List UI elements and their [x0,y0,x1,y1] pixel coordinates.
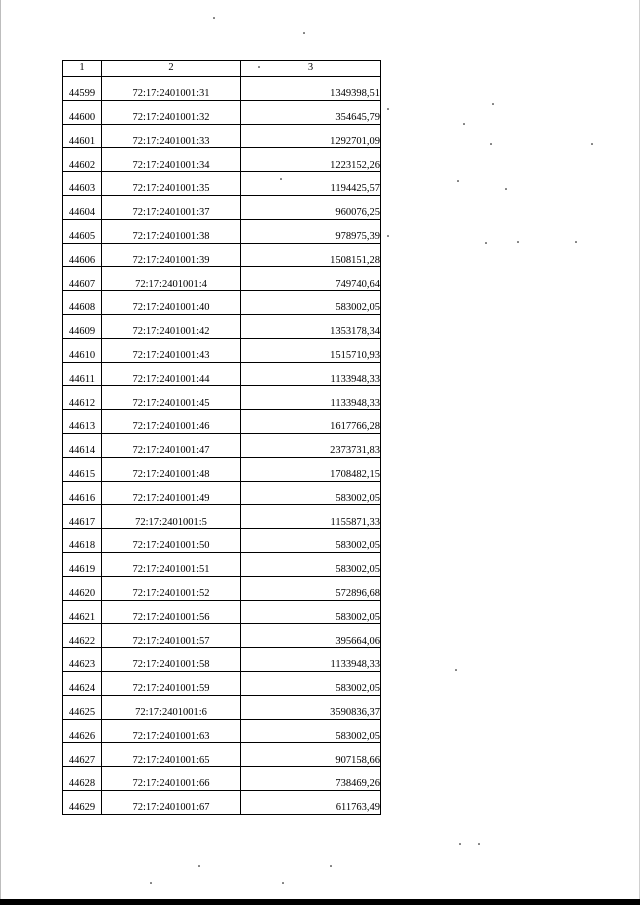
cadastral-number: 72:17:2401001:42 [102,314,241,338]
table-row [63,195,381,219]
cadastral-number: 72:17:2401001:34 [102,148,241,172]
column-header-2: 2 [102,61,241,77]
row-number: 44606 [63,243,102,267]
table-row [63,648,381,672]
scan-left-edge [0,0,1,905]
scan-speck [459,843,461,845]
cadastral-value: 1133948,33 [241,362,381,386]
cadastral-number: 72:17:2401001:40 [102,291,241,315]
cadastral-value: 960076,25 [241,195,381,219]
row-number: 44600 [63,100,102,124]
table-body [63,77,381,815]
cadastral-number: 72:17:2401001:49 [102,481,241,505]
cadastral-number: 72:17:2401001:32 [102,100,241,124]
scan-speck [457,180,459,182]
cadastral-number: 72:17:2401001:59 [102,671,241,695]
scan-bottom-edge [0,899,640,905]
row-number: 44623 [63,648,102,672]
cadastral-value: 354645,79 [241,100,381,124]
table-row [63,790,381,814]
cadastral-number: 72:17:2401001:65 [102,743,241,767]
scan-speck [517,241,519,243]
cadastral-number: 72:17:2401001:50 [102,529,241,553]
scan-speck [591,143,593,145]
cadastral-number: 72:17:2401001:56 [102,600,241,624]
table-row [63,743,381,767]
table-row [63,671,381,695]
scan-speck [150,882,152,884]
table-row [63,100,381,124]
table-header-row [63,61,381,77]
cadastral-value: 1133948,33 [241,386,381,410]
cadastral-value: 583002,05 [241,671,381,695]
cadastral-number: 72:17:2401001:47 [102,433,241,457]
cadastral-number: 72:17:2401001:4 [102,267,241,291]
cadastral-value: 978975,39 [241,219,381,243]
cadastral-value: 1223152,26 [241,148,381,172]
cadastral-value: 583002,05 [241,552,381,576]
scan-speck [463,123,465,125]
cadastral-number: 72:17:2401001:38 [102,219,241,243]
row-number: 44603 [63,172,102,196]
cadastral-value: 3590836,37 [241,695,381,719]
table-row [63,433,381,457]
cadastral-number: 72:17:2401001:43 [102,338,241,362]
row-number: 44616 [63,481,102,505]
cadastral-value: 1349398,51 [241,77,381,101]
row-number: 44618 [63,529,102,553]
table-row [63,148,381,172]
scan-speck [505,188,507,190]
table-row [63,291,381,315]
scan-speck [575,241,577,243]
table-row [63,719,381,743]
table-row [63,386,381,410]
cadastral-number: 72:17:2401001:48 [102,457,241,481]
table-row [63,338,381,362]
cadastral-number: 72:17:2401001:35 [102,172,241,196]
table-row [63,362,381,386]
cadastral-value: 1133948,33 [241,648,381,672]
cadastral-number: 72:17:2401001:44 [102,362,241,386]
scan-speck [282,882,284,884]
scan-speck [492,103,494,105]
row-number: 44614 [63,433,102,457]
cadastral-value: 1194425,57 [241,172,381,196]
cadastral-number: 72:17:2401001:58 [102,648,241,672]
row-number: 44627 [63,743,102,767]
table-row [63,624,381,648]
row-number: 44612 [63,386,102,410]
cadastral-value: 1292701,09 [241,124,381,148]
cadastral-value: 1617766,28 [241,410,381,434]
table-row [63,457,381,481]
row-number: 44629 [63,790,102,814]
scan-speck [490,143,492,145]
cadastral-value: 1508151,28 [241,243,381,267]
cadastral-number: 72:17:2401001:63 [102,719,241,743]
scan-speck [330,865,332,867]
table-row [63,410,381,434]
table-row [63,505,381,529]
scan-speck [485,242,487,244]
cadastral-value: 1515710,93 [241,338,381,362]
scan-speck [455,669,457,671]
cadastral-number: 72:17:2401001:6 [102,695,241,719]
cadastral-value: 572896,68 [241,576,381,600]
row-number: 44601 [63,124,102,148]
cadastral-value: 1155871,33 [241,505,381,529]
cadastral-number: 72:17:2401001:33 [102,124,241,148]
cadastral-number: 72:17:2401001:46 [102,410,241,434]
table-row [63,695,381,719]
scan-speck [387,235,389,237]
scan-speck [478,843,480,845]
row-number: 44608 [63,291,102,315]
row-number: 44617 [63,505,102,529]
cadastral-number: 72:17:2401001:52 [102,576,241,600]
scan-speck [213,17,215,19]
cadastral-value-table [62,60,381,815]
cadastral-value: 907158,66 [241,743,381,767]
cadastral-number: 72:17:2401001:66 [102,767,241,791]
row-number: 44610 [63,338,102,362]
cadastral-value: 583002,05 [241,291,381,315]
cadastral-number: 72:17:2401001:39 [102,243,241,267]
scan-speck [280,178,282,180]
cadastral-value: 395664,06 [241,624,381,648]
row-number: 44611 [63,362,102,386]
table-row [63,77,381,101]
row-number: 44619 [63,552,102,576]
row-number: 44622 [63,624,102,648]
cadastral-number: 72:17:2401001:67 [102,790,241,814]
table-row [63,124,381,148]
cadastral-value: 749740,64 [241,267,381,291]
scan-speck [387,108,389,110]
table-row [63,243,381,267]
table-row [63,529,381,553]
cadastral-number: 72:17:2401001:37 [102,195,241,219]
row-number: 44628 [63,767,102,791]
cadastral-number: 72:17:2401001:51 [102,552,241,576]
table-row [63,600,381,624]
cadastral-value: 1708482,15 [241,457,381,481]
table-row [63,767,381,791]
scan-speck [258,66,260,68]
row-number: 44624 [63,671,102,695]
cadastral-value: 583002,05 [241,719,381,743]
table-row [63,481,381,505]
table-row [63,219,381,243]
row-number: 44604 [63,195,102,219]
row-number: 44605 [63,219,102,243]
cadastral-number: 72:17:2401001:57 [102,624,241,648]
scan-speck [303,32,305,34]
row-number: 44599 [63,77,102,101]
row-number: 44613 [63,410,102,434]
cadastral-number: 72:17:2401001:45 [102,386,241,410]
table-row [63,172,381,196]
row-number: 44626 [63,719,102,743]
row-number: 44609 [63,314,102,338]
row-number: 44615 [63,457,102,481]
scan-speck [198,865,200,867]
cadastral-value: 583002,05 [241,600,381,624]
row-number: 44625 [63,695,102,719]
table-row [63,314,381,338]
cadastral-value: 583002,05 [241,529,381,553]
cadastral-number: 72:17:2401001:31 [102,77,241,101]
table-row [63,576,381,600]
cadastral-value: 738469,26 [241,767,381,791]
column-header-3: 3 [241,61,381,77]
table-row [63,267,381,291]
row-number: 44602 [63,148,102,172]
cadastral-value: 611763,49 [241,790,381,814]
cadastral-value: 1353178,34 [241,314,381,338]
cadastral-value: 2373731,83 [241,433,381,457]
table-row [63,552,381,576]
cadastral-number: 72:17:2401001:5 [102,505,241,529]
column-header-1: 1 [63,61,102,77]
row-number: 44607 [63,267,102,291]
row-number: 44621 [63,600,102,624]
row-number: 44620 [63,576,102,600]
cadastral-value: 583002,05 [241,481,381,505]
